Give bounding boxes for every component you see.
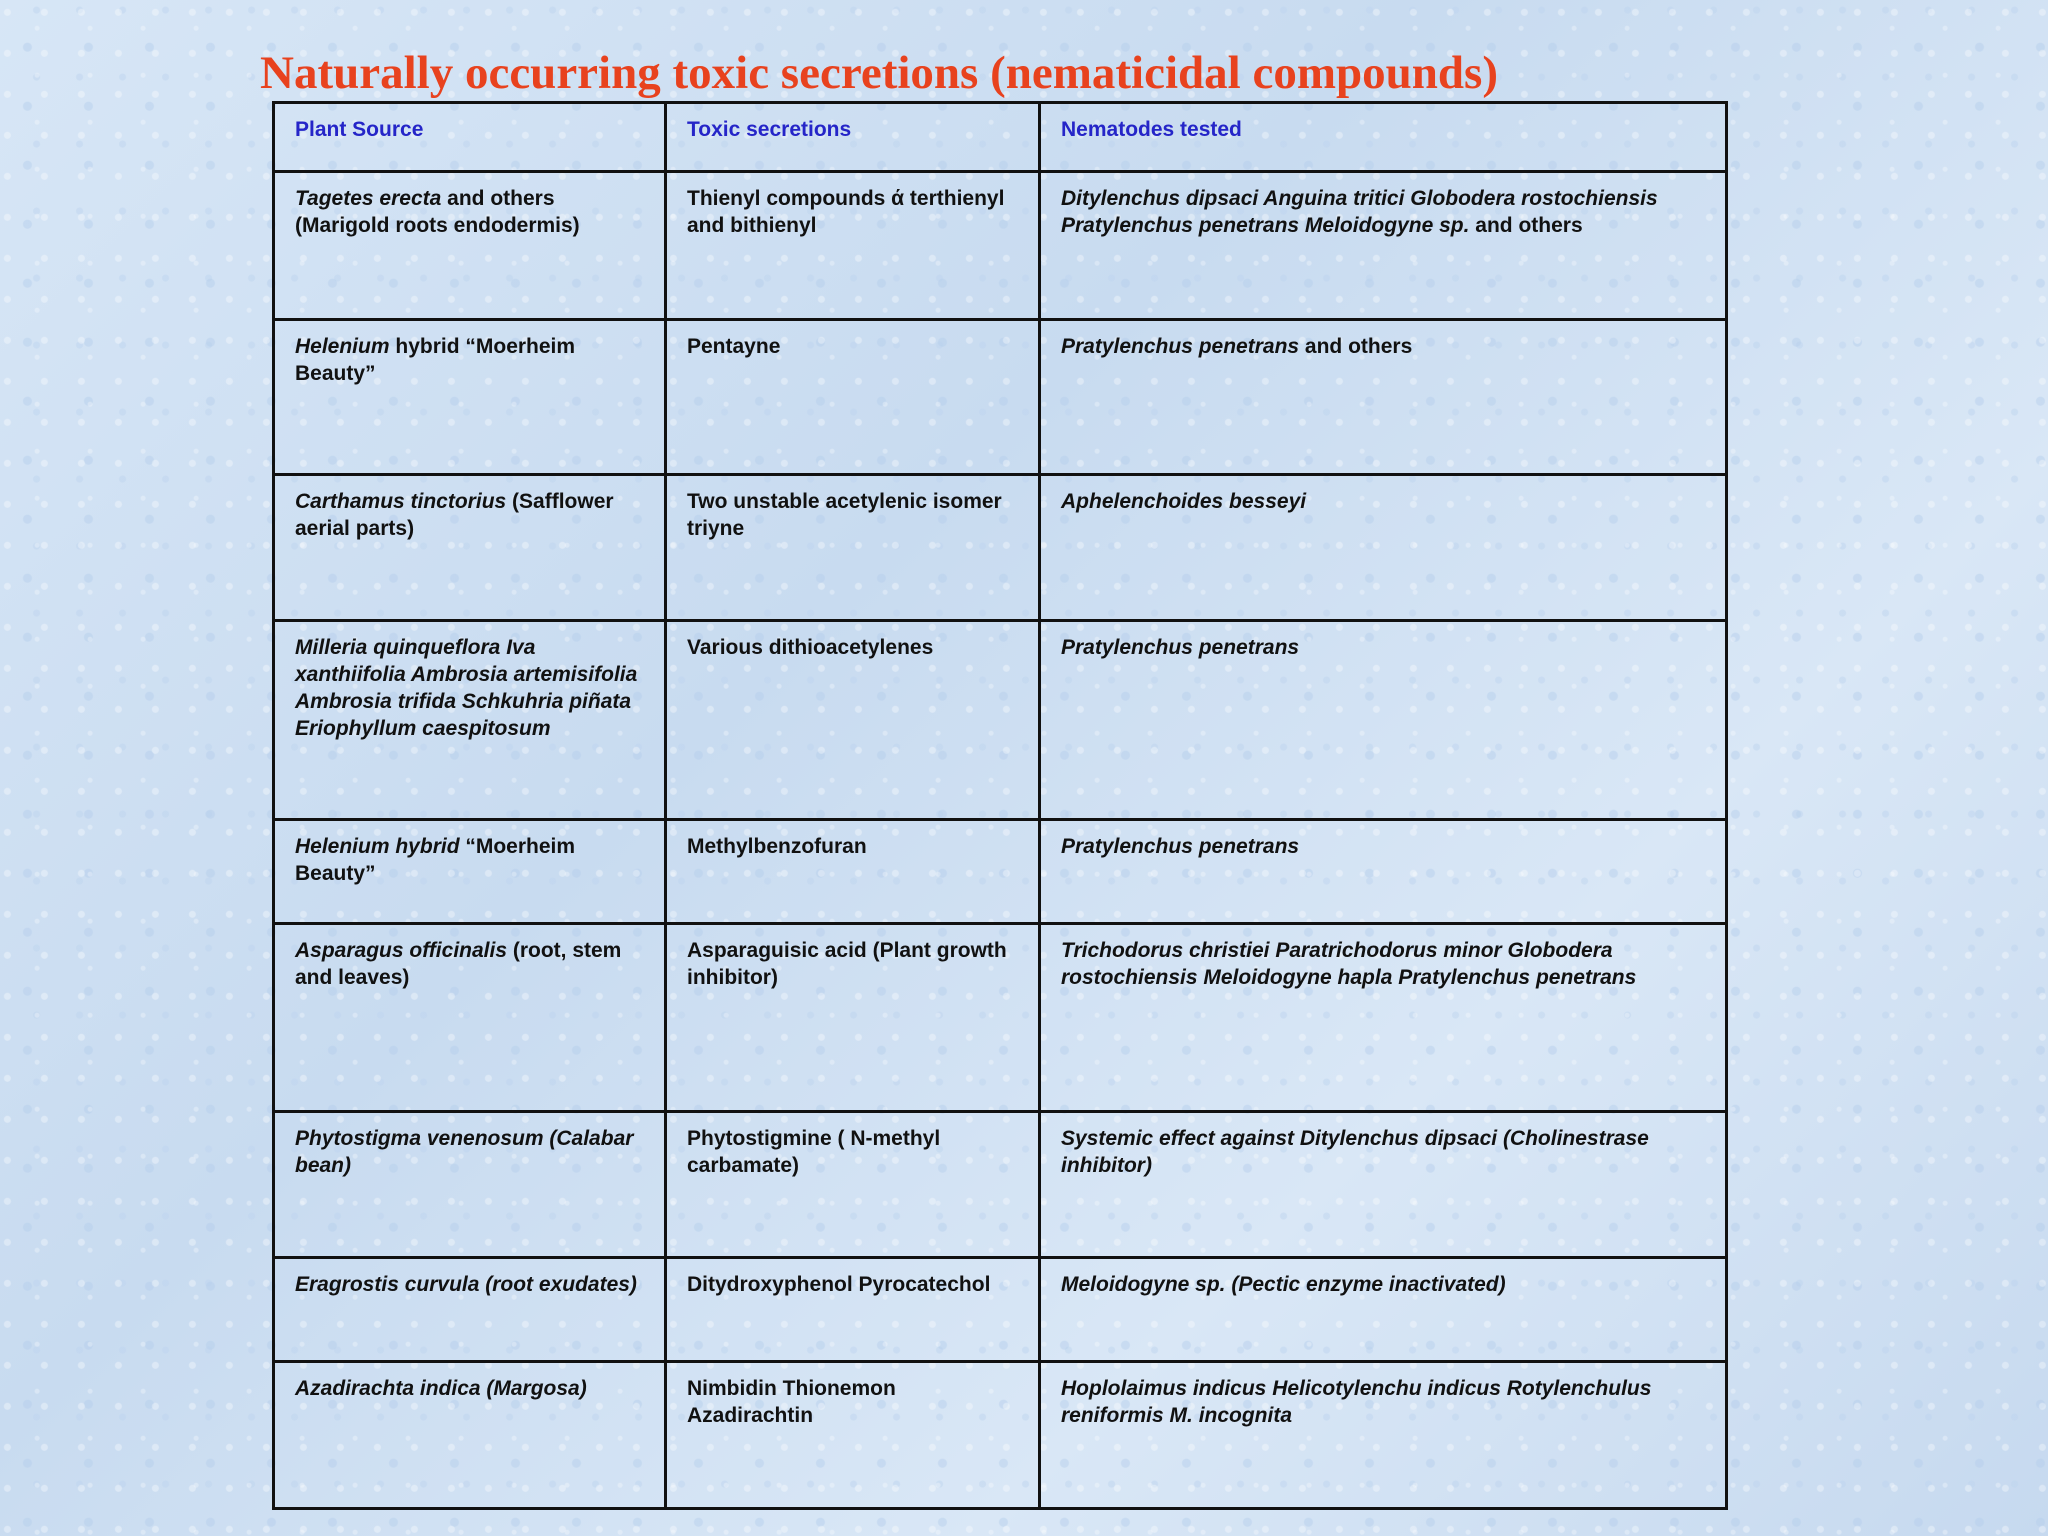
table-row	[274, 475, 1727, 621]
cell-plant-source	[274, 1362, 666, 1509]
cell-plant-source-text: (Safflower aerial parts)	[295, 490, 614, 540]
column-header-toxic-secretions: Toxic secretions	[666, 103, 1040, 172]
cell-nematodes-tested-text: Pratylenchus penetrans	[1061, 335, 1300, 358]
cell-plant-source-text: (root, stem and leaves)	[295, 939, 622, 989]
cell-plant-source-text: Phytostigma venenosum (Calabar bean)	[295, 1127, 634, 1177]
cell-nematodes-tested-text: Pratylenchus penetrans	[1061, 835, 1300, 858]
cell-nematodes-tested	[1040, 320, 1727, 475]
table-row	[274, 172, 1727, 320]
cell-toxic-secretion: Asparaguisic acid (Plant growth inhibitor)	[666, 924, 1040, 1112]
cell-nematodes-tested-text: and others	[1469, 214, 1583, 237]
cell-plant-source	[274, 621, 666, 820]
cell-plant-source-text: Carthamus tinctorius	[295, 490, 507, 513]
column-header-plant-source: Plant Source	[274, 103, 666, 172]
cell-toxic-secretion: Nimbidin Thionemon Azadirachtin	[666, 1362, 1040, 1509]
cell-plant-source	[274, 820, 666, 924]
cell-nematodes-tested-text: Pratylenchus penetrans	[1061, 636, 1300, 659]
cell-plant-source	[274, 475, 666, 621]
cell-nematodes-tested-text: Trichodorus christiei Paratrichodorus minor Globodera rostochiensis Meloidogyne hapla Pratylenchus penetrans	[1061, 939, 1637, 989]
table-row	[274, 1362, 1727, 1509]
cell-plant-source-text: Tagetes erecta	[295, 187, 442, 210]
cell-nematodes-tested	[1040, 1362, 1727, 1509]
table-row	[274, 1112, 1727, 1258]
cell-plant-source	[274, 172, 666, 320]
cell-toxic-secretion: Ditydroxyphenol Pyrocatechol	[666, 1258, 1040, 1362]
cell-toxic-secretion: Pentayne	[666, 320, 1040, 475]
cell-nematodes-tested	[1040, 1258, 1727, 1362]
nematicidal-compounds-table	[272, 101, 1728, 1510]
table-header-row	[274, 103, 1727, 172]
cell-plant-source	[274, 1258, 666, 1362]
cell-nematodes-tested-text: and others	[1299, 335, 1413, 358]
column-header-nematodes-tested: Nematodes tested	[1040, 103, 1727, 172]
cell-plant-source-text: Milleria quinqueflora Iva xanthiifolia Ambrosia artemisifolia Ambrosia trifida Schkuhria piñata Eriophyllum caespitosum	[295, 636, 638, 740]
table-row	[274, 924, 1727, 1112]
cell-plant-source	[274, 924, 666, 1112]
cell-toxic-secretion: Thienyl compounds ά terthienyl and bithienyl	[666, 172, 1040, 320]
cell-nematodes-tested-text: Systemic effect against Ditylenchus dipsaci (Cholinestrase inhibitor)	[1061, 1127, 1649, 1177]
cell-plant-source-text: “Moerheim Beauty”	[295, 835, 576, 885]
table-row	[274, 621, 1727, 820]
cell-toxic-secretion: Two unstable acetylenic isomer triyne	[666, 475, 1040, 621]
cell-nematodes-tested	[1040, 172, 1727, 320]
cell-plant-source	[274, 1112, 666, 1258]
cell-toxic-secretion: Various dithioacetylenes	[666, 621, 1040, 820]
table-row	[274, 320, 1727, 475]
cell-plant-source-text: Azadirachta indica (Margosa)	[295, 1377, 587, 1400]
cell-nematodes-tested-text: Ditylenchus dipsaci Anguina tritici Globodera rostochiensis Pratylenchus penetrans Meloidogyne sp.	[1061, 187, 1658, 237]
cell-nematodes-tested-text: Meloidogyne sp. (Pectic enzyme inactivated)	[1061, 1273, 1506, 1296]
cell-plant-source-text: hybrid “Moerheim Beauty”	[295, 335, 576, 385]
cell-plant-source-text: Helenium	[295, 335, 390, 358]
cell-plant-source-text: Helenium hybrid	[295, 835, 460, 858]
cell-plant-source-text: Eragrostis curvula (root exudates)	[295, 1273, 637, 1296]
table-body	[274, 172, 1727, 1509]
cell-plant-source	[274, 320, 666, 475]
cell-nematodes-tested	[1040, 475, 1727, 621]
cell-nematodes-tested	[1040, 1112, 1727, 1258]
cell-toxic-secretion: Methylbenzofuran	[666, 820, 1040, 924]
cell-nematodes-tested	[1040, 621, 1727, 820]
cell-nematodes-tested-text: Hoplolaimus indicus Helicotylenchu indicus Rotylenchulus reniformis M. incognita	[1061, 1377, 1652, 1427]
cell-toxic-secretion: Phytostigmine ( N-methyl carbamate)	[666, 1112, 1040, 1258]
table-row	[274, 820, 1727, 924]
cell-plant-source-text: Asparagus officinalis	[295, 939, 508, 962]
table-row	[274, 1258, 1727, 1362]
slide-title: Naturally occurring toxic secretions (nematicidal compounds)	[260, 47, 1498, 99]
cell-nematodes-tested-text: Aphelenchoides besseyi	[1061, 490, 1307, 513]
cell-nematodes-tested	[1040, 924, 1727, 1112]
cell-nematodes-tested	[1040, 820, 1727, 924]
cell-plant-source-text: and others (Marigold roots endodermis)	[295, 187, 580, 237]
